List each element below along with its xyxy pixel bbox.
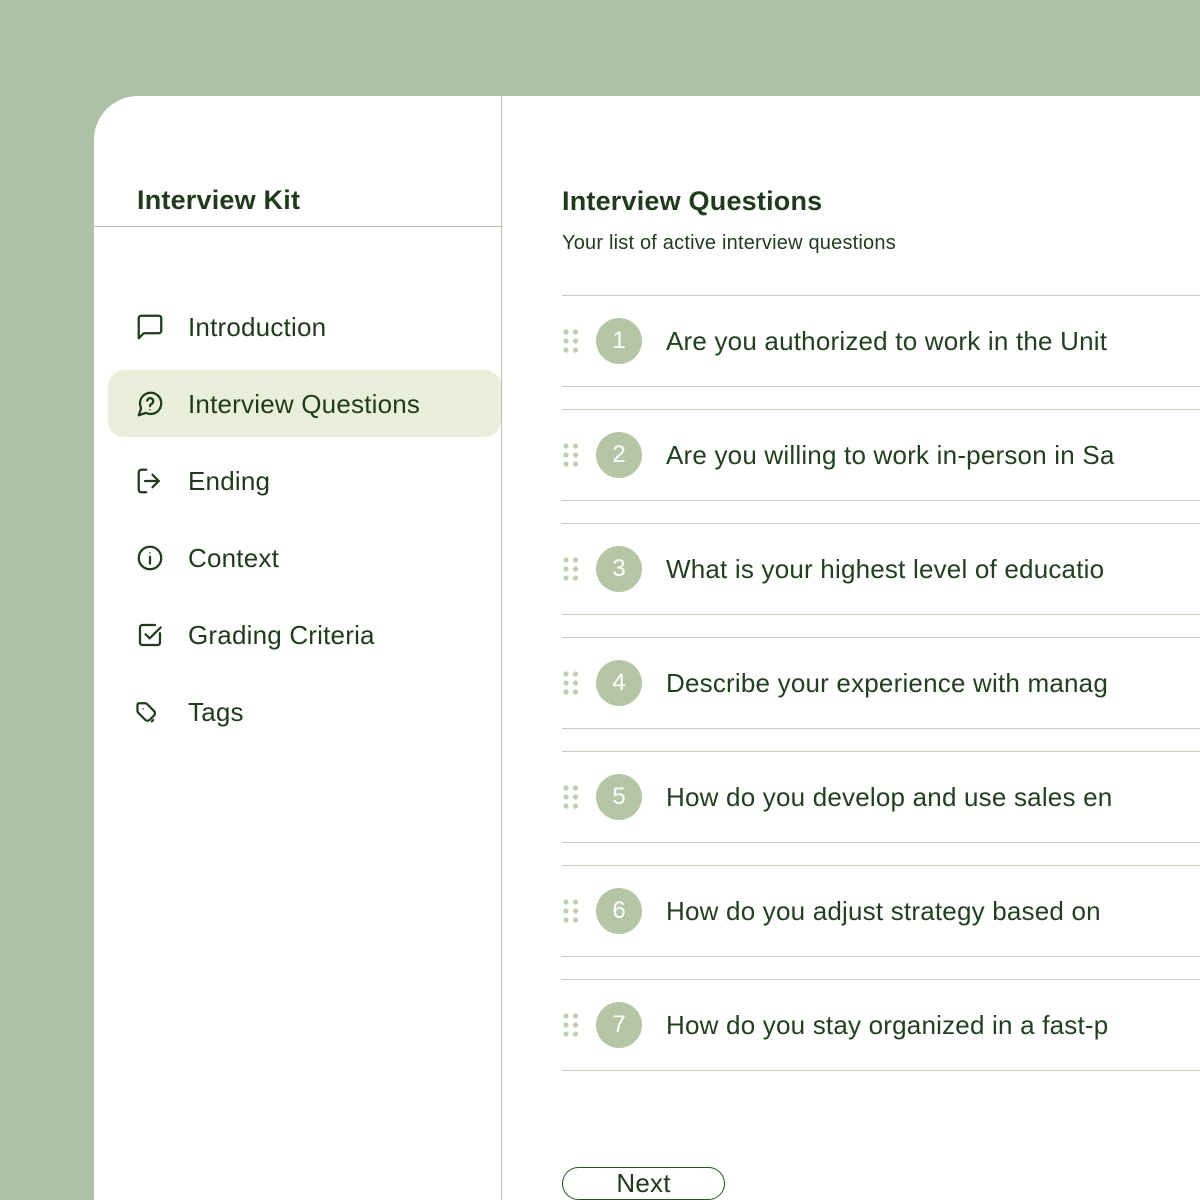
sidebar-item-label: Context — [188, 542, 280, 573]
sidebar-item-label: Ending — [188, 465, 271, 496]
page-subtitle: Your list of active interview questions — [562, 232, 896, 254]
info-circle-icon — [135, 543, 165, 573]
question-number-badge: 5 — [596, 774, 642, 820]
question-text: What is your highest level of educatio — [666, 553, 1105, 584]
sidebar-item-label: Grading Criteria — [188, 619, 375, 650]
question-text: Describe your experience with manag — [666, 667, 1108, 698]
drag-handle-icon[interactable] — [562, 555, 580, 583]
question-list — [562, 295, 1200, 1093]
question-number-badge: 4 — [596, 660, 642, 706]
sidebar-item-label: Introduction — [188, 311, 327, 342]
sidebar-item-interview-questions[interactable] — [108, 370, 501, 437]
sidebar-item-label: Tags — [188, 696, 244, 727]
sidebar-item-context[interactable] — [108, 524, 501, 591]
sidebar-nav — [94, 227, 501, 755]
drag-handle-icon[interactable] — [562, 441, 580, 469]
question-text: How do you develop and use sales en — [666, 781, 1113, 812]
question-row[interactable] — [562, 865, 1200, 957]
drag-handle-icon[interactable] — [562, 897, 580, 925]
question-number-badge: 2 — [596, 432, 642, 478]
question-row[interactable] — [562, 523, 1200, 615]
sidebar-item-tags[interactable] — [108, 678, 501, 745]
question-row[interactable] — [562, 295, 1200, 387]
question-row[interactable] — [562, 409, 1200, 501]
drag-handle-icon[interactable] — [562, 327, 580, 355]
sidebar-item-ending[interactable] — [108, 447, 501, 514]
question-number-badge: 1 — [596, 318, 642, 364]
interview-kit-panel — [94, 96, 1200, 1200]
sidebar-item-label: Interview Questions — [188, 388, 421, 419]
message-square-icon — [135, 312, 165, 342]
check-square-icon — [135, 620, 165, 650]
sidebar-item-introduction[interactable] — [108, 293, 501, 360]
tag-icon — [135, 697, 165, 727]
drag-handle-icon[interactable] — [562, 669, 580, 697]
main-content — [502, 96, 1200, 1200]
sidebar-item-grading-criteria[interactable] — [108, 601, 501, 668]
log-out-icon — [135, 466, 165, 496]
sidebar-title: Interview Kit — [137, 185, 301, 215]
question-row[interactable] — [562, 637, 1200, 729]
question-number-badge: 6 — [596, 888, 642, 934]
sidebar — [94, 96, 502, 1200]
question-text: How do you adjust strategy based on — [666, 895, 1101, 926]
question-text: Are you authorized to work in the Unit — [666, 325, 1108, 356]
question-row[interactable] — [562, 979, 1200, 1071]
page-title: Interview Questions — [562, 186, 823, 216]
question-text: How do you stay organized in a fast-p — [666, 1009, 1109, 1040]
help-bubble-icon — [135, 389, 165, 419]
drag-handle-icon[interactable] — [562, 783, 580, 811]
next-button[interactable]: Next — [562, 1167, 725, 1200]
question-number-badge: 3 — [596, 546, 642, 592]
question-row[interactable] — [562, 751, 1200, 843]
question-text: Are you willing to work in-person in Sa — [666, 439, 1115, 470]
question-number-badge: 7 — [596, 1002, 642, 1048]
sidebar-header — [94, 96, 501, 227]
drag-handle-icon[interactable] — [562, 1011, 580, 1039]
